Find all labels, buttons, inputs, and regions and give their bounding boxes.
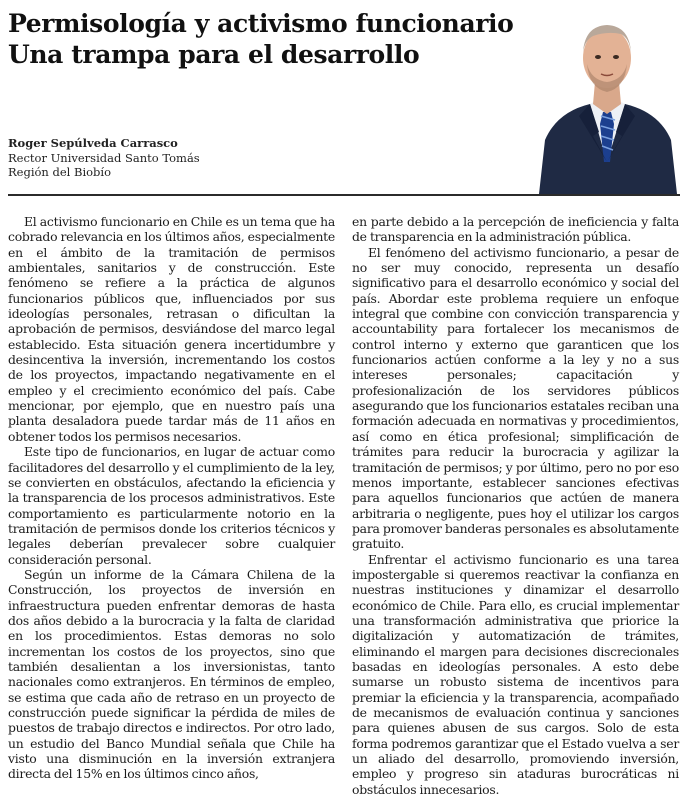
paragraph: El fenómeno del activismo funcionario, a pesar de no ser muy conocido, representa un desafío significativo para el desarrollo económico y social del país. Abordar este problema requiere un enfoque integral que combine con convicción transparencia y accountability para fortalecer los mecanismos de control interno y externo que garanticen que los funcionarios actúen conforme a la ley y no a sus intereses personales; capacitación y profesionalización de los servidores públicos asegurando que los funcionarios estatales reciban una formación adecuada en normativas y procedimientos, así como en ética profesional; simplificación de trámites para reducir la burocracia y agilizar la tramitación de permisos; y por último, pero no por eso menos importante, establecer sanciones efectivas para aquellos funcionarios que actúen de manera arbitraria o negligente, pues hoy el utilizar los cargos para promover banderas personales es absolutamente gratuito. <box>352 244 679 552</box>
author-role: Rector Universidad Santo Tomás <box>8 150 200 165</box>
headline-line-2: Una trampa para el desarrollo <box>8 40 420 69</box>
paragraph: Este tipo de funcionarios, en lugar de actuar como facilitadores del desarrollo y el cumplimiento de la ley, se convierten en obstáculos, afectando la eficiencia y la transparencia de los procesos administrativos. Este comportamiento es particularmente notorio en la tramitación de permisos donde los criterios técnicos y legales deberían prevalecer sobre cualquier consideración personal. <box>8 444 335 567</box>
paragraph: El activismo funcionario en Chile es un tema que ha cobrado relevancia en los últimos años, especialmente en el ámbito de la tramitación de permisos ambientales, sanitarios y de construcción. Este fenómeno se refiere a la práctica de algunos funcionarios públicos que, influenciados por sus ideologías personales, retrasan o dificultan la aprobación de permisos, desviándose del marco legal establecido. Esta situación genera incertidumbre y desincentiva la inversión, incrementando los costos de los proyectos, impactando negativamente en el empleo y el crecimiento económico del país. Cabe mencionar, por ejemplo, que en nuestro país una planta desaladora puede tardar más de 11 años en obtener todos los permisos necesarios. <box>8 214 335 444</box>
article-column-right <box>352 214 679 797</box>
article-column-left <box>8 214 335 782</box>
headline-line-1: Permisología y activismo funcionario <box>8 9 514 38</box>
paragraph: Enfrentar el activismo funcionario es una tarea impostergable si queremos reactivar la confianza en nuestras instituciones y dinamizar el desarrollo económico de Chile. Para ello, es crucial implementar una transformación administrativa que priorice la digitalización y automatización de trámites, eliminando el margen para decisiones discrecionales basadas en ideologías personales. A esto debe sumarse un robusto sistema de incentivos para premiar la eficiencia y la transparencia, acompañado de mecanismos de evaluación continua y sanciones para quienes abusen de sus cargos. Solo de esta forma podremos garantizar que el Estado vuelva a ser un aliado del desarrollo, promoviendo inversión, empleo y progreso sin ataduras burocráticas ni obstáculos innecesarios. <box>352 551 679 797</box>
headline <box>8 8 528 70</box>
author-name: Roger Sepúlveda Carrasco <box>8 136 178 150</box>
header-divider <box>8 194 680 196</box>
author-region: Región del Biobío <box>8 165 112 179</box>
author-block <box>8 136 338 180</box>
paragraph: Según un informe de la Cámara Chilena de la Construcción, los proyectos de inversión en infraestructura pueden enfrentar demoras de hasta dos años debido a la burocracia y la falta de claridad en los procedimientos. Estas demoras no solo incrementan los costos de los proyectos, sino que también desalientan a los inversionistas, tanto nacionales como extranjeros. En términos de empleo, se estima que cada año de retraso en un proyecto de construcción puede significar la pérdida de miles de puestos de trabajo directos e indirectos. Por otro lado, un estudio del Banco Mundial señala que Chile ha visto una disminución en la inversión extranjera directa del 15% en los últimos cinco años, <box>8 566 335 782</box>
paragraph-continuation: en parte debido a la percepción de ineficiencia y falta de transparencia en la administración pública. <box>352 214 679 245</box>
author-portrait-icon <box>535 12 680 194</box>
author-portrait <box>535 12 680 194</box>
